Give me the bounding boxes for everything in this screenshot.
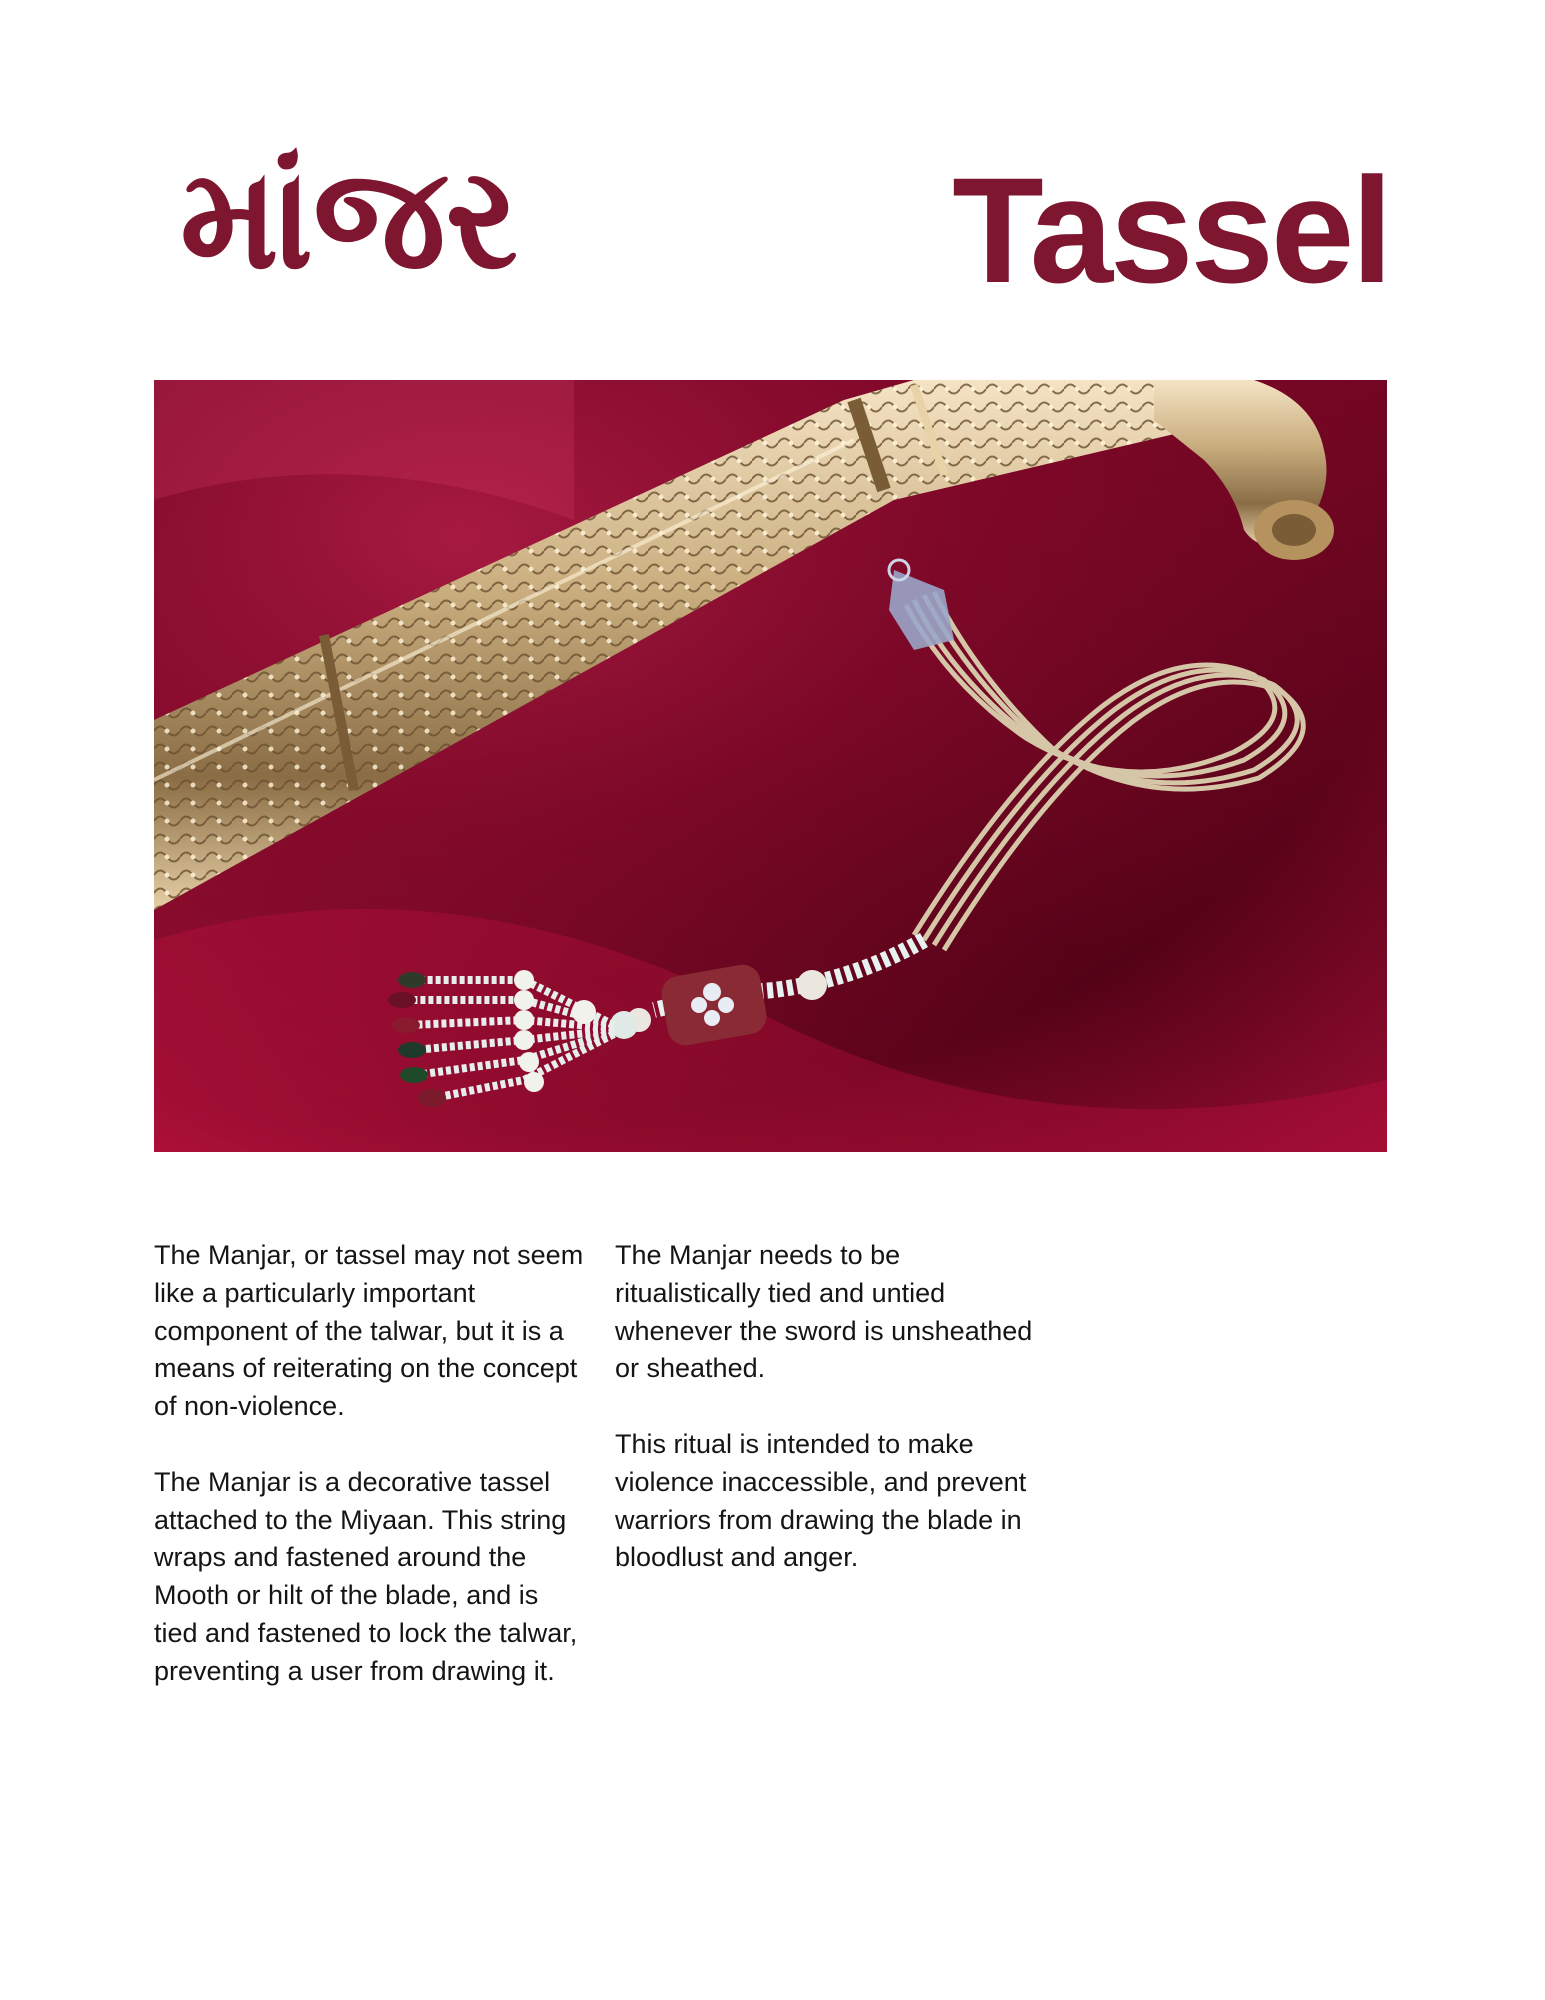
body-paragraph: This ritual is intended to make violence inaccessible, and prevent warriors from drawing the blade in bloodlust and anger.: [615, 1428, 1027, 1573]
body-paragraph: The Manjar needs to be ritualistically tied and untied whenever the sword is unsheathed or sheathed.: [615, 1240, 1033, 1384]
body-paragraph: The Manjar is a decorative tassel attached to the Miyaan. This string wraps and fastened around the Mooth or hilt of the blade, and is tied and fastened to lock the talwar, preventing a user from drawing it.: [154, 1466, 578, 1686]
body-column-right: [615, 1237, 1045, 1615]
gujarati-title: માંજર: [180, 138, 518, 301]
body-paragraph: The Manjar, or tassel may not seem like a particularly important component of the talwar, but it is a means of reiterating on the concept of non-violence.: [154, 1240, 584, 1422]
tassel-photo: [154, 380, 1387, 1152]
body-column-left: [154, 1237, 584, 1728]
english-title: Tassel: [952, 146, 1390, 314]
